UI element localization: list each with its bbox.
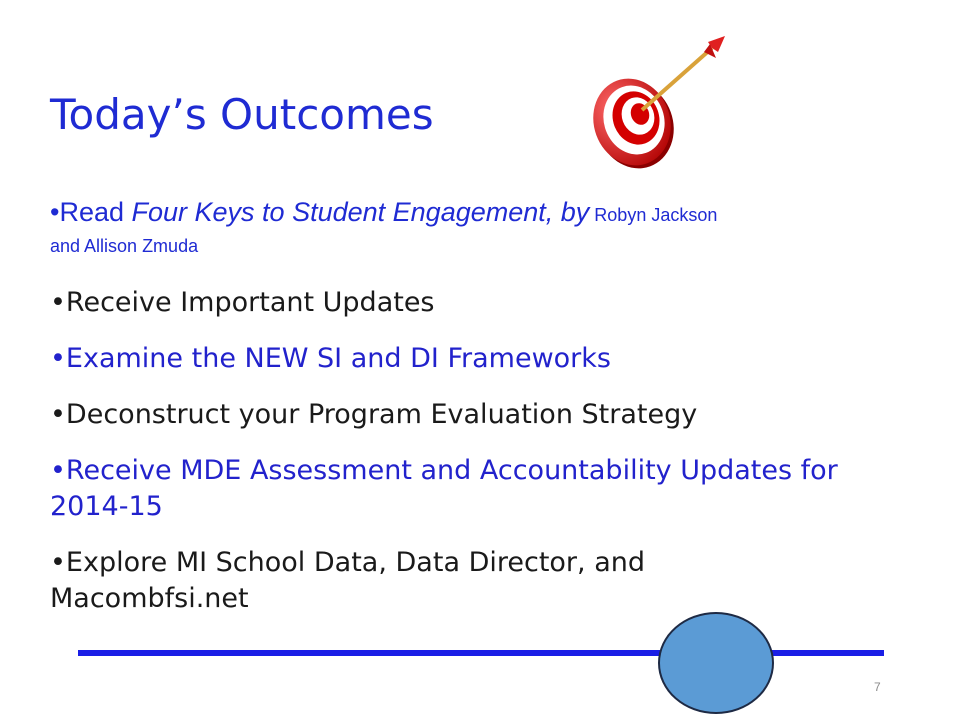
author-name: Robyn Jackson [589,205,718,225]
bullet-lead: •Read [50,197,132,227]
list-item [50,194,850,259]
decorative-circle [658,612,774,714]
page-number: 7 [874,680,881,694]
dartboard-target-icon [580,30,740,170]
list-item: •Receive Important Updates [50,287,435,318]
list-item: •Receive MDE Assessment and Accountability Updates for 2014-15 [50,455,838,522]
list-item: •Explore MI School Data, Data Director, and Macombfsi.net [50,547,645,614]
list-item: •Examine the NEW SI and DI Frameworks [50,343,611,374]
book-title: Four Keys to Student Engagement, by [131,197,590,227]
author-continuation: and Allison Zmuda [50,236,199,256]
list-item: •Deconstruct your Program Evaluation Strategy [50,399,698,430]
slide-title: Today’s Outcomes [50,90,434,139]
outcomes-list [50,194,850,617]
